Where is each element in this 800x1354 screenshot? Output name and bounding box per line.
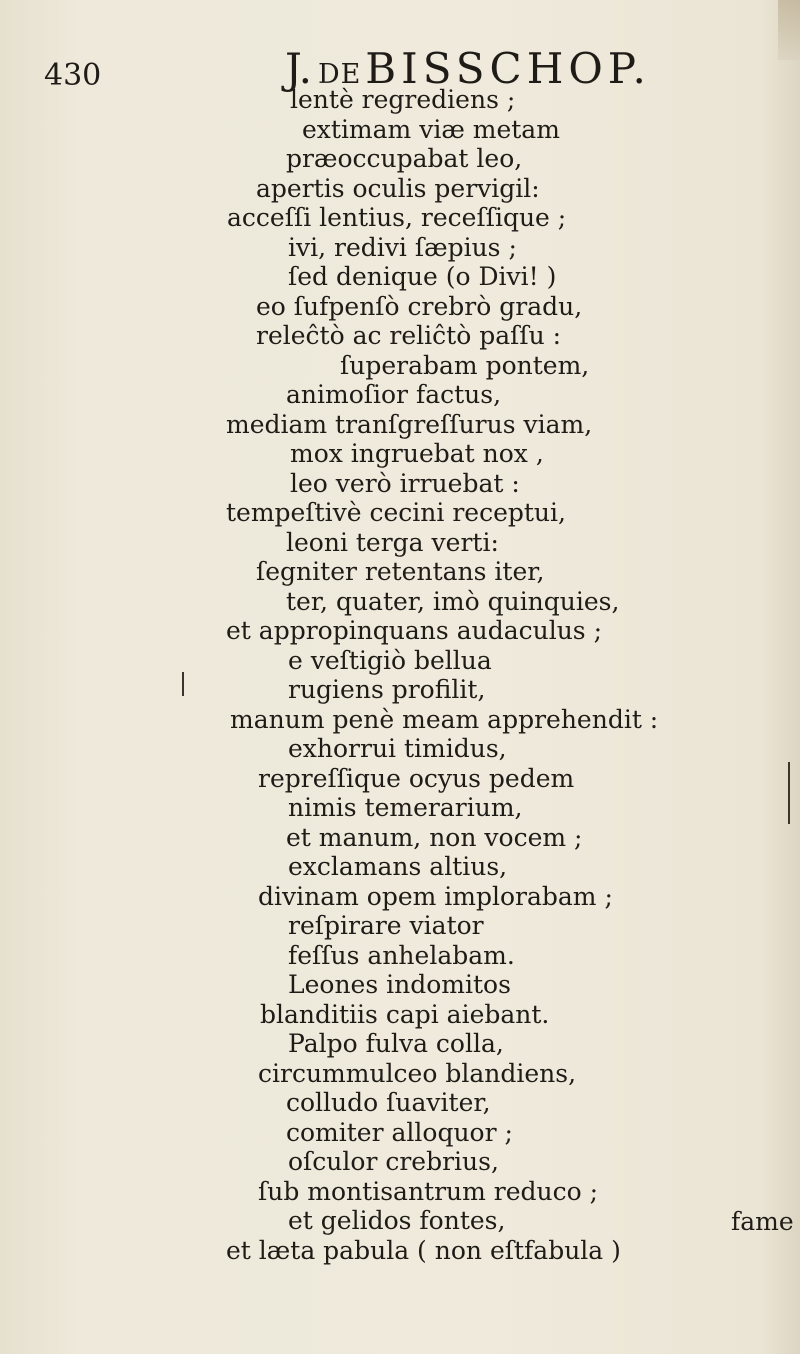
poem-line: præoccupabat leo, [286, 144, 523, 173]
poem-line: feſſus anhelabam. [288, 940, 515, 970]
poem-line: mox ingruebat nox , [290, 439, 544, 468]
poem-line: Leones indomitos [288, 970, 511, 999]
poem-line: exhorrui timidus, [288, 734, 507, 763]
page-number: 430 [44, 58, 102, 93]
poem-line: eo ſufpenſò crebrò gradu, [256, 291, 583, 321]
running-head-de: DE [317, 59, 362, 90]
poem-line: ſegniter retentans iter, [256, 557, 545, 586]
running-head-initial: J. [285, 44, 312, 93]
poem-line: animoſior factus, [286, 380, 502, 409]
poem-line: ſub montisantrum reduco ; [258, 1176, 599, 1206]
poem-line: et gelidos fontes, [288, 1206, 506, 1235]
poem-line: acceſſi lentius, receſſique ; [227, 203, 567, 232]
poem-line: tempeſtivè cecini receptui, [226, 498, 566, 527]
poem-line: et appropinquans audaculus ; [226, 616, 603, 645]
poem-line: blanditiis capi aiebant. [260, 999, 550, 1029]
margin-rule-left [182, 672, 184, 696]
poem-line: Palpo fulva colla, [288, 1029, 504, 1058]
poem-line: repreſſique ocyus pedem [258, 763, 575, 793]
poem-line: et manum, non vocem ; [286, 822, 583, 852]
poem-line: releĉtò ac reliĉtò paſſu : [256, 321, 562, 350]
poem-line: nimis temerarium, [288, 793, 523, 822]
poem-line: comiter alloquor ; [286, 1117, 513, 1147]
poem-line: mediam tranſgreſſurus viam, [226, 409, 593, 439]
poem-line: oſculor crebrius, [288, 1147, 499, 1176]
poem-line: lentè regrediens ; [290, 85, 516, 114]
poem-line: leoni terga verti: [286, 527, 499, 557]
poem-line: colludo ſuaviter, [286, 1088, 491, 1117]
poem-line: circummulceo blandiens, [258, 1058, 577, 1088]
poem-line: reſpirare viator [288, 911, 484, 940]
catchword: fame [731, 1207, 794, 1236]
poem-line: leo verò irruebat : [290, 468, 520, 498]
margin-rule-right [788, 762, 790, 824]
poem-line: et læta pabula ( non eſtfabula ) [226, 1235, 621, 1265]
poem-line: extimam viæ metam [302, 114, 560, 144]
running-head-name: BISSCHOP. [365, 44, 651, 93]
poem-line: e veſtigiò bellua [288, 645, 492, 675]
poem-line: divinam opem implorabam ; [258, 881, 613, 911]
poem-line: ter, quater, imò quinquies, [286, 586, 620, 616]
poem-line: apertis oculis pervigil: [256, 173, 540, 203]
poem-line: ivi, redivi ſæpius ; [288, 232, 517, 262]
poem-line: ſuperabam pontem, [340, 350, 590, 380]
poem-line: rugiens profilit, [288, 675, 486, 704]
poem-line: ſed denique (o Divi! ) [288, 262, 557, 291]
poem-line: exclamans altius, [288, 852, 508, 881]
poem-line: manum penè meam apprehendit : [230, 704, 659, 734]
